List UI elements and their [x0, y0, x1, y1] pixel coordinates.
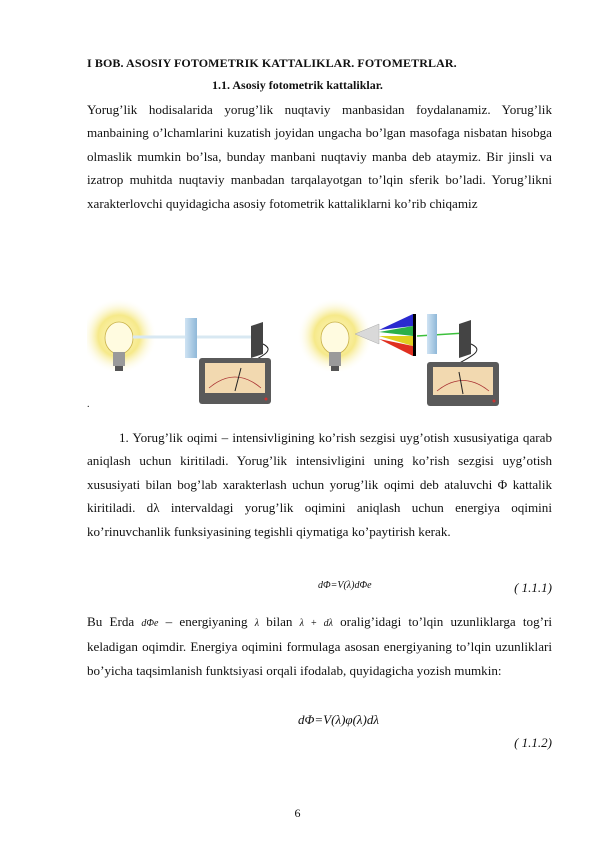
paragraph-energy-flux [87, 610, 552, 682]
meter-icon [199, 358, 271, 404]
equation-1: dΦ=V(λ)dΦe [318, 580, 372, 591]
equation-2: dΦ=V(λ)φ(λ)dλ [298, 712, 380, 727]
equation-2-number: ( 1.1.2) [514, 735, 552, 750]
photometry-illustration [87, 296, 552, 408]
symbol-lambda: λ [254, 618, 260, 629]
detector-icon [251, 322, 263, 358]
figure-dot: . [87, 399, 90, 410]
paragraph-luminous-flux: 1. Yorug’lik oqimi – intensivligining ko’rish sezgisi uyg’otish xususiyatiga qarab aniqlash uchun kiritiladi. Yorug’lik intensivligini uning ko’rish sezgisi uyg’otish xususiyati bilan bog’lab xarakterlash uchun yorug’lik oqimi deb ataluvchi Φ kattalik kiritiladi. dλ intervaldagi yorug’lik oqimini aniqlash uchun energiya oqimini ko’rinuvchanlik funksiyasining tegishli qiymatiga ko’paytirish kerak. [87, 430, 552, 539]
photometry-figure [87, 296, 552, 408]
filter-icon [185, 318, 197, 358]
meter-icon [427, 362, 499, 406]
text-segment: – energiyaning [158, 614, 255, 629]
text-segment: oralig’idagi to’lqin uzunliklarga tog’ri keladigan oqimdir. Energiya oqimini formulaga asosan energiyaning to’lqin uzunliklari bo’yicha taqsimlanish funktsiyasi orqali ifodalab, quyidagicha yozish mumkin: [87, 614, 553, 678]
chapter-heading: I BOB. ASOSIY FOTOMETRIK KATTALIKLAR. FOTOMETRLAR. [87, 56, 457, 70]
filter-icon [427, 314, 437, 354]
text-segment: Bu Erda [87, 614, 142, 629]
section-heading: 1.1. Asosiy fotometrik kattaliklar. [212, 78, 383, 92]
text-segment: bilan [259, 614, 300, 629]
spectrum-icon [379, 314, 413, 356]
paragraph-intro: Yorug’lik hodisalarida yorug’lik nuqtaviy manbasidan foydalanamiz. Yorug’lik manbaining o’lchamlarini kuzatish joyidan ungacha bo’lgan masofaga nisbatan hisobga olmaslik mumkin bo’lsa, bunday manbani nuqtaviy manba deb ataymiz. Bir jinsli va izatrop muhitda nuqtaviy manbadan tarqalayotgan to’lqin sferik bo’ladi. Yorug’likni xarakterlovchi quyidagicha asosiy fotometrik kattaliklarni ko’rib chiqamiz [87, 102, 552, 211]
detector-icon [459, 320, 471, 358]
symbol-dphi-e: dΦe [141, 618, 159, 629]
equation-1-number: ( 1.1.1) [514, 580, 552, 595]
page-number: 6 [294, 806, 301, 820]
symbol-lambda-interval: λ + dλ [299, 618, 333, 629]
